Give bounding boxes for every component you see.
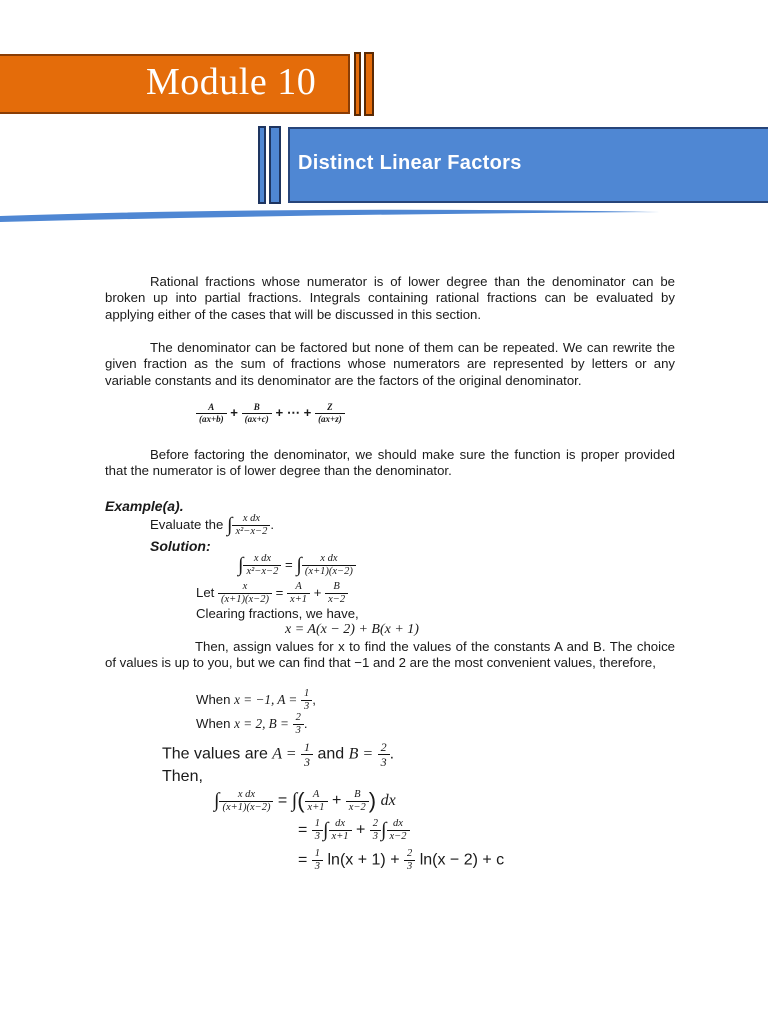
fraction-B: $\frac{B}{(ax+c)}$ <box>242 402 272 425</box>
section-accent-bar-1 <box>258 126 266 204</box>
section-accent-bar-2 <box>269 126 281 204</box>
module-title: Module 10 <box>146 61 317 103</box>
paragraph-proper-function: Before factoring the denominator, we should make sure the function is proper provided that the numerator is of lower degree than the denominator. <box>105 447 675 479</box>
fraction-A: $\frac{A}{(ax+b)}$ <box>196 402 227 425</box>
integral-split: = $\frac{1}{3}$ ∫ $\frac{dx}{x+1}$ + $\frac{2}{3}$ ∫ $\frac{dx}{x-2}$ <box>298 818 410 843</box>
example-heading: Example(a). <box>105 498 184 514</box>
module-accent-bar-1 <box>354 52 361 116</box>
values-summary: The values are A = $\frac{1}{3}$ and B = $\frac{2}{3}$ . <box>162 740 395 769</box>
paragraph-intro: Rational fractions whose numerator is of lower degree than the denominator can be broken up into partial fractions. Integrals containing rational fractions can be evaluated by applying either of the cases that will be discussed in this section. <box>105 274 675 322</box>
when-x-2: When x = 2, B = $\frac{2}{3}$ . <box>196 712 308 736</box>
evaluate-line: Evaluate the ∫ $\frac{\text{x dx}}{\text{x²−x−2}}$ . <box>150 513 275 537</box>
integrand-fraction: $\frac{\text{x dx}}{\text{x²−x−2}}$ <box>232 513 270 538</box>
final-result: = $\frac{1}{3}$ ln(x + 1) + $\frac{2}{3}$ ln(x − 2) + c <box>298 848 505 872</box>
module-accent-bar-2 <box>364 52 374 116</box>
cleared-equation: x = A(x − 2) + B(x + 1) <box>285 622 419 637</box>
integral-equality: ∫ $\frac{\text{x dx}}{\text{x²−x−2}}$ = ∫ $\frac{\text{x dx}}{(x+1)(x-2)}$ <box>238 553 356 578</box>
partial-fraction-setup: Let $\frac{x}{(x+1)(x-2)}$ = $\frac{A}{x+1}$ + $\frac{B}{x-2}$ <box>196 581 348 606</box>
fraction-Z: $\frac{Z}{(ax+z)}$ <box>315 402 345 425</box>
solution-label: Solution: <box>150 538 211 554</box>
section-title: Distinct Linear Factors <box>298 152 522 174</box>
integral-decomposition: ∫ $\frac{\text{x dx}}{(x+1)(x-2)}$ = ∫( $\frac{A}{x+1}$ + $\frac{B}{x-2}$ ) dx <box>214 788 396 813</box>
clearing-fractions-text: Clearing fractions, we have, <box>196 606 359 621</box>
paragraph-distinct-factors: The denominator can be factored but none of them can be repeated. We can rewrite the given fraction as the sum of fractions whose numerators are represented by letters or any variable constants and its denominator are the factors of the original denominator. <box>105 340 675 388</box>
assign-values-paragraph: Then, assign values for x to find the values of the constants A and B. The choice of values is up to you, but we can find that −1 and 2 are the most convenient values, therefore, <box>105 639 675 671</box>
blue-sweep-divider <box>0 202 768 222</box>
general-form-equation: $\frac{A}{(ax+b)}$ + $\frac{B}{(ax+c)}$ + ⋯ + $\frac{Z}{(ax+z)}$ <box>196 402 345 425</box>
when-x-minus-1: When x = −1, A = $\frac{1}{3}$ , <box>196 688 316 712</box>
then-label: Then, <box>162 768 203 785</box>
